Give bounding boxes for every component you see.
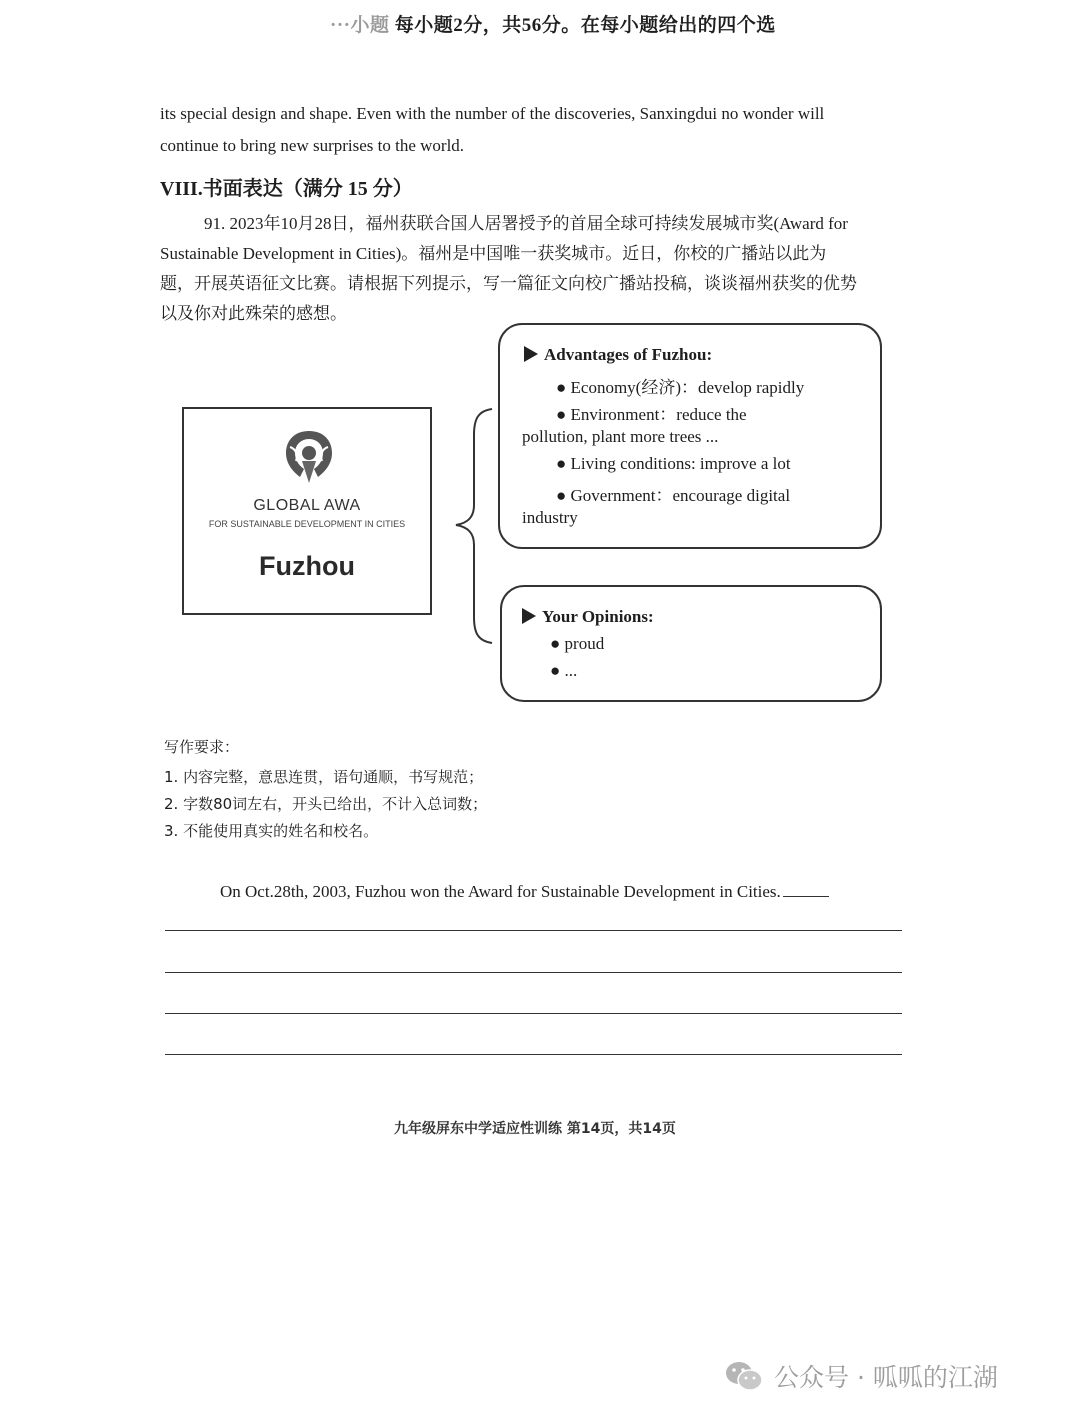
writing-line-3[interactable] — [165, 1013, 902, 1014]
header-faded-text: ···小题 — [330, 15, 390, 36]
passage-line-2: continue to bring new surprises to the world. — [160, 136, 465, 155]
answer-blank[interactable] — [783, 896, 829, 897]
prompt-line-4: 以及你对此殊荣的感想。 — [160, 304, 347, 323]
award-card — [182, 407, 432, 615]
advantage-economy: ● Economy(经济)：develop rapidly — [556, 378, 805, 397]
advantages-heading — [524, 345, 712, 365]
opinions-box — [500, 585, 882, 702]
advantage-living: ● Living conditions: improve a lot — [556, 454, 791, 473]
prompt-line-1 — [160, 208, 848, 240]
advantage-environment-cont: pollution, plant more trees ... — [522, 427, 719, 446]
advantages-box — [498, 323, 882, 549]
award-logo-icon — [280, 427, 338, 485]
advantages-heading-text: Advantages of Fuzhou: — [544, 345, 713, 364]
requirements-title: 写作要求： — [164, 738, 240, 756]
opinion-item-1: ● proud — [550, 634, 605, 653]
award-subtitle: FOR SUSTAINABLE DEVELOPMENT IN CITIES — [208, 519, 406, 529]
header-text: 每小题2分，共56分。在每小题给出的四个选 — [394, 15, 776, 36]
opinion-item-2-text: ... — [564, 661, 578, 680]
header-strip — [330, 10, 776, 37]
requirement-2: 2. 字数80词左右，开头已给出，不计入总词数； — [164, 795, 488, 813]
award-title: GLOBAL AWA — [253, 497, 361, 514]
wechat-icon — [724, 1359, 764, 1393]
advantage-government-cont: industry — [522, 508, 578, 527]
opening-sentence — [220, 876, 829, 908]
opinions-heading — [522, 607, 654, 627]
writing-line-2[interactable] — [165, 972, 902, 973]
advantage-government-text: Government：encourage digital — [570, 486, 791, 505]
requirement-1: 1. 内容完整，意思连贯，语句通顺，书写规范； — [164, 768, 484, 786]
opinions-heading-text: Your Opinions: — [542, 607, 654, 626]
watermark — [724, 1358, 998, 1394]
advantage-economy-text: Economy(经济)：develop rapidly — [570, 378, 805, 397]
watermark-account: 公众号 · 呱呱的江湖 — [774, 1363, 998, 1392]
advantage-environment: ● Environment：reduce the — [556, 405, 747, 424]
page-footer: 九年级屏东中学适应性训练 第14页，共14页 — [394, 1121, 676, 1137]
writing-line-1[interactable] — [165, 930, 902, 931]
triangle-bullet-icon — [524, 346, 538, 362]
writing-line-4[interactable] — [165, 1054, 902, 1055]
advantage-living-text: Living conditions: improve a lot — [570, 454, 791, 473]
advantage-environment-text: Environment：reduce the — [570, 405, 747, 424]
prompt-line-2: Sustainable Development in Cities)。福州是中国唯一获奖城市。近日，你校的广播站以此为 — [160, 244, 827, 263]
award-city: Fuzhou — [259, 551, 355, 581]
triangle-bullet-icon — [522, 608, 536, 624]
requirement-3: 3. 不能使用真实的姓名和校名。 — [164, 822, 379, 840]
passage-line-1: its special design and shape. Even with the number of the discoveries, Sanxingdui no wonder will — [160, 104, 825, 123]
opinion-item-1-text: proud — [564, 634, 605, 653]
opening-sentence-text: On Oct.28th, 2003, Fuzhou won the Award for Sustainable Development in Cities. — [220, 882, 781, 901]
prompt-line-1-text: 91. 2023年10月28日，福州获联合国人居署授予的首届全球可持续发展城市奖(Award for — [204, 214, 848, 233]
section-title: VIII.书面表达（满分 15 分） — [160, 178, 413, 200]
prompt-line-3: 题，开展英语征文比赛。请根据下列提示，写一篇征文向校广播站投稿，谈谈福州获奖的优势 — [160, 274, 857, 293]
opinion-item-2: ● ... — [550, 661, 578, 680]
curly-brace-icon — [452, 405, 498, 645]
advantage-government: ● Government：encourage digital — [556, 486, 791, 505]
